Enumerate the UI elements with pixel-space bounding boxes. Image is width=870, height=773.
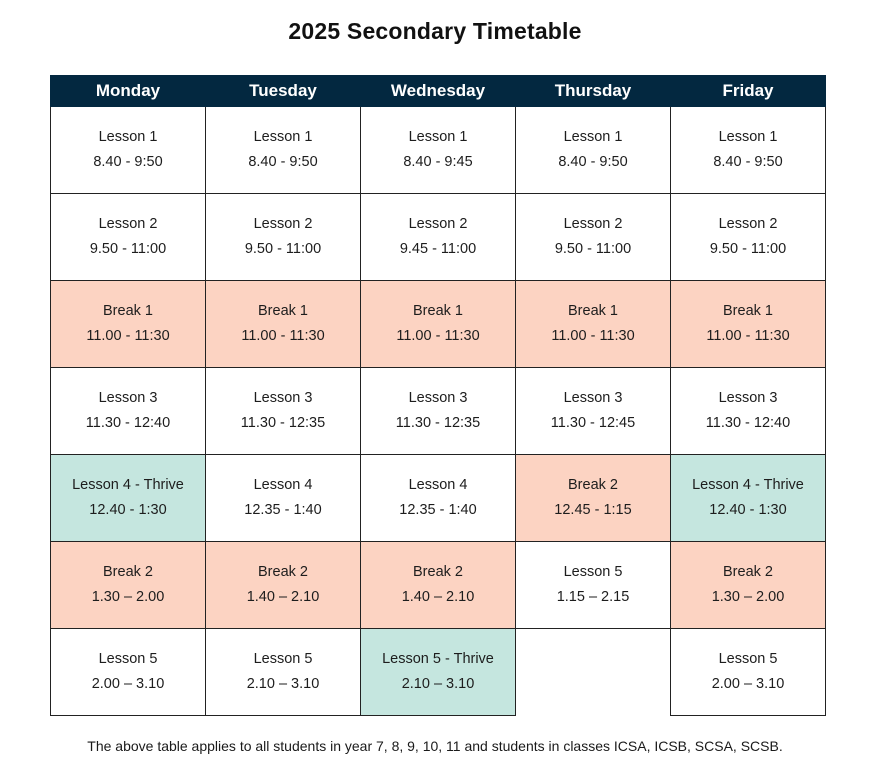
break-slot-friday	[671, 542, 826, 629]
slot-time: 12.35 - 1:40	[399, 502, 477, 518]
slot-name: Lesson 1	[718, 129, 778, 145]
lesson-slot-monday	[51, 194, 206, 281]
timetable-body	[51, 107, 826, 716]
break-slot-monday	[51, 281, 206, 368]
empty-slot	[516, 629, 671, 716]
lesson-slot-tuesday	[206, 368, 361, 455]
slot-name: Lesson 5	[563, 564, 623, 580]
lesson-slot-tuesday	[206, 107, 361, 194]
slot-name: Lesson 3	[718, 390, 778, 406]
slot-name: Lesson 2	[98, 216, 158, 232]
slot-name: Break 2	[258, 564, 308, 580]
slot-time: 12.40 - 1:30	[709, 502, 787, 518]
lesson-slot-thursday	[516, 368, 671, 455]
break-slot-monday	[51, 542, 206, 629]
slot-time: 8.40 - 9:50	[248, 154, 318, 170]
lesson-slot-monday	[51, 107, 206, 194]
break-slot-thursday	[516, 281, 671, 368]
timetable	[50, 75, 826, 716]
thrive-slot-wednesday	[361, 629, 516, 716]
slot-time: 12.45 - 1:15	[554, 502, 632, 518]
slot-name: Break 1	[568, 303, 618, 319]
slot-name: Lesson 3	[563, 390, 623, 406]
break-slot-tuesday	[206, 281, 361, 368]
slot-time: 11.00 - 11:30	[396, 328, 480, 344]
slot-name: Lesson 5 - Thrive	[382, 651, 494, 667]
slot-time: 12.35 - 1:40	[244, 502, 322, 518]
slot-time: 11.30 - 12:45	[550, 415, 636, 431]
slot-time: 9.50 - 11:00	[709, 241, 787, 257]
day-header-monday: Monday	[51, 76, 206, 107]
slot-name: Lesson 1	[563, 129, 623, 145]
lesson-slot-tuesday	[206, 455, 361, 542]
slot-name: Lesson 2	[718, 216, 778, 232]
slot-name: Lesson 1	[253, 129, 313, 145]
slot-time: 1.40 – 2.10	[246, 589, 320, 605]
lesson-slot-friday	[671, 194, 826, 281]
slot-name: Break 1	[103, 303, 153, 319]
lesson-slot-friday	[671, 629, 826, 716]
footnote: The above table applies to all students in year 7, 8, 9, 10, 11 and students in classes ICSA, ICSB, SCSA, SCSB.	[87, 738, 783, 754]
slot-time: 8.40 - 9:45	[403, 154, 473, 170]
lesson-slot-tuesday	[206, 629, 361, 716]
lesson-slot-wednesday	[361, 368, 516, 455]
slot-time: 9.45 - 11:00	[399, 241, 477, 257]
slot-name: Break 1	[723, 303, 773, 319]
slot-name: Lesson 5	[253, 651, 313, 667]
break-slot-wednesday	[361, 542, 516, 629]
slot-time: 11.30 - 12:35	[395, 415, 481, 431]
slot-time: 9.50 - 11:00	[89, 241, 167, 257]
break-slot-wednesday	[361, 281, 516, 368]
slot-name: Lesson 5	[98, 651, 158, 667]
slot-time: 1.30 – 2.00	[91, 589, 165, 605]
break-slot-friday	[671, 281, 826, 368]
slot-time: 2.00 – 3.10	[91, 676, 165, 692]
slot-name: Lesson 1	[408, 129, 468, 145]
lesson-slot-monday	[51, 368, 206, 455]
slot-time: 2.00 – 3.10	[711, 676, 785, 692]
slot-name: Break 1	[413, 303, 463, 319]
timetable-row	[51, 194, 826, 281]
slot-time: 1.40 – 2.10	[401, 589, 475, 605]
lesson-slot-tuesday	[206, 194, 361, 281]
slot-name: Lesson 2	[253, 216, 313, 232]
lesson-slot-wednesday	[361, 455, 516, 542]
slot-name: Lesson 3	[253, 390, 313, 406]
slot-name: Break 2	[103, 564, 153, 580]
slot-name: Break 1	[258, 303, 308, 319]
slot-name: Lesson 2	[408, 216, 468, 232]
lesson-slot-friday	[671, 107, 826, 194]
lesson-slot-friday	[671, 368, 826, 455]
timetable-row	[51, 629, 826, 716]
day-header-wednesday: Wednesday	[361, 76, 516, 107]
slot-time: 12.40 - 1:30	[89, 502, 167, 518]
slot-time: 11.30 - 12:40	[705, 415, 791, 431]
slot-time: 1.15 – 2.15	[556, 589, 630, 605]
timetable-row	[51, 281, 826, 368]
slot-name: Lesson 3	[408, 390, 468, 406]
slot-time: 11.00 - 11:30	[551, 328, 635, 344]
slot-time: 8.40 - 9:50	[93, 154, 163, 170]
slot-time: 8.40 - 9:50	[558, 154, 628, 170]
slot-name: Lesson 1	[98, 129, 158, 145]
break-slot-tuesday	[206, 542, 361, 629]
slot-time: 9.50 - 11:00	[554, 241, 632, 257]
slot-time: 11.30 - 12:40	[85, 415, 171, 431]
slot-name: Break 2	[723, 564, 773, 580]
header-row	[51, 76, 826, 107]
day-header-tuesday: Tuesday	[206, 76, 361, 107]
slot-name: Lesson 3	[98, 390, 158, 406]
slot-name: Break 2	[413, 564, 463, 580]
thrive-slot-friday	[671, 455, 826, 542]
lesson-slot-monday	[51, 629, 206, 716]
lesson-slot-wednesday	[361, 194, 516, 281]
page-title: 2025 Secondary Timetable	[288, 18, 582, 44]
lesson-slot-thursday	[516, 107, 671, 194]
slot-name: Break 2	[568, 477, 618, 493]
timetable-row	[51, 455, 826, 542]
slot-time: 11.30 - 12:35	[240, 415, 326, 431]
day-header-friday: Friday	[671, 76, 826, 107]
slot-time: 9.50 - 11:00	[244, 241, 322, 257]
timetable-row	[51, 107, 826, 194]
slot-time: 1.30 – 2.00	[711, 589, 785, 605]
slot-name: Lesson 4	[408, 477, 468, 493]
slot-time: 8.40 - 9:50	[713, 154, 783, 170]
lesson-slot-wednesday	[361, 107, 516, 194]
slot-time: 11.00 - 11:30	[706, 328, 790, 344]
slot-time: 11.00 - 11:30	[86, 328, 170, 344]
timetable-row	[51, 542, 826, 629]
slot-time: 2.10 – 3.10	[246, 676, 320, 692]
slot-time: 2.10 – 3.10	[401, 676, 475, 692]
day-header-thursday: Thursday	[516, 76, 671, 107]
thrive-slot-monday	[51, 455, 206, 542]
lesson-slot-thursday	[516, 194, 671, 281]
slot-name: Lesson 4 - Thrive	[72, 477, 184, 493]
slot-name: Lesson 2	[563, 216, 623, 232]
lesson-slot-thursday	[516, 542, 671, 629]
slot-name: Lesson 4	[253, 477, 313, 493]
slot-name: Lesson 5	[718, 651, 778, 667]
break-slot-thursday	[516, 455, 671, 542]
timetable-row	[51, 368, 826, 455]
slot-name: Lesson 4 - Thrive	[692, 477, 804, 493]
slot-time: 11.00 - 11:30	[241, 328, 325, 344]
